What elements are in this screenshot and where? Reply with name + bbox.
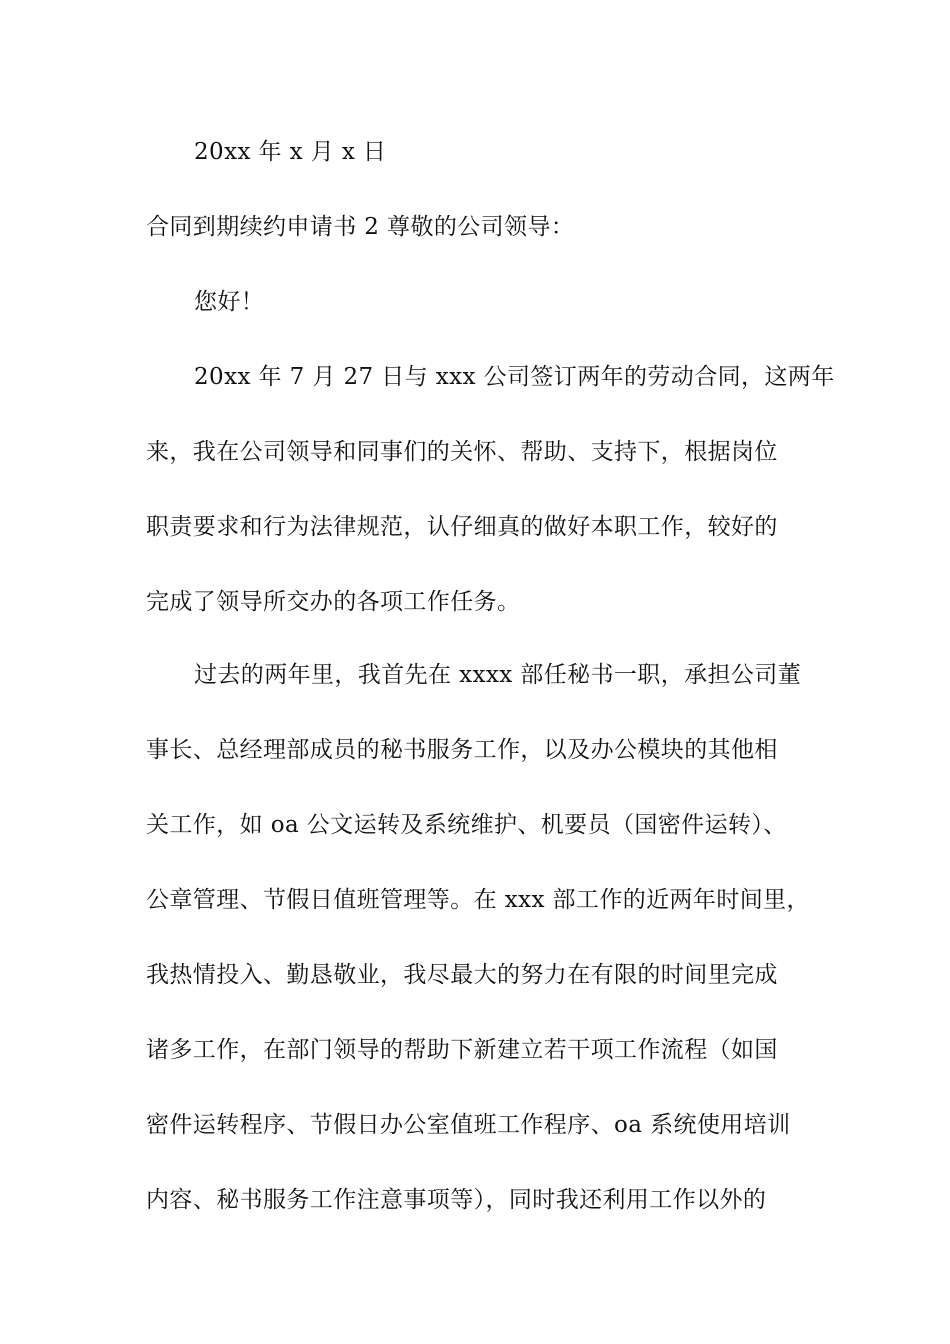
paragraph-line: 密件运转程序、节假日办公室值班工作程序、oa 系统使用培训 — [146, 1112, 791, 1138]
paragraph-line: 公章管理、节假日值班管理等。在 xxx 部工作的近两年时间里， — [146, 887, 810, 913]
paragraph-line: 内容、秘书服务工作注意事项等），同时我还利用工作以外的 — [146, 1187, 767, 1213]
paragraph-line: 过去的两年里，我首先在 xxxx 部任秘书一职，承担公司董 — [194, 662, 802, 688]
paragraph-line: 20xx 年 7 月 27 日与 xxx 公司签订两年的劳动合同，这两年 — [194, 364, 835, 390]
paragraph-line: 完成了领导所交办的各项工作任务。 — [146, 589, 521, 615]
paragraph-line: 关工作，如 oa 公文运转及系统维护、机要员（国密件运转）、 — [146, 812, 787, 838]
paragraph-line: 我热情投入、勤恳敬业，我尽最大的努力在有限的时间里完成 — [146, 962, 778, 988]
title-salutation-line: 合同到期续约申请书 2 尊敬的公司领导： — [146, 214, 575, 240]
paragraph-line: 事长、总经理部成员的秘书服务工作，以及办公模块的其他相 — [146, 737, 778, 763]
paragraph-line: 来，我在公司领导和同事们的关怀、帮助、支持下，根据岗位 — [146, 439, 778, 465]
paragraph-line: 职责要求和行为法律规范，认仔细真的做好本职工作，较好的 — [146, 514, 778, 540]
greeting-line: 您好！ — [194, 289, 265, 315]
date-line: 20xx 年 x 月 x 日 — [194, 139, 387, 165]
paragraph-line: 诸多工作，在部门领导的帮助下新建立若干项工作流程（如国 — [146, 1037, 778, 1063]
